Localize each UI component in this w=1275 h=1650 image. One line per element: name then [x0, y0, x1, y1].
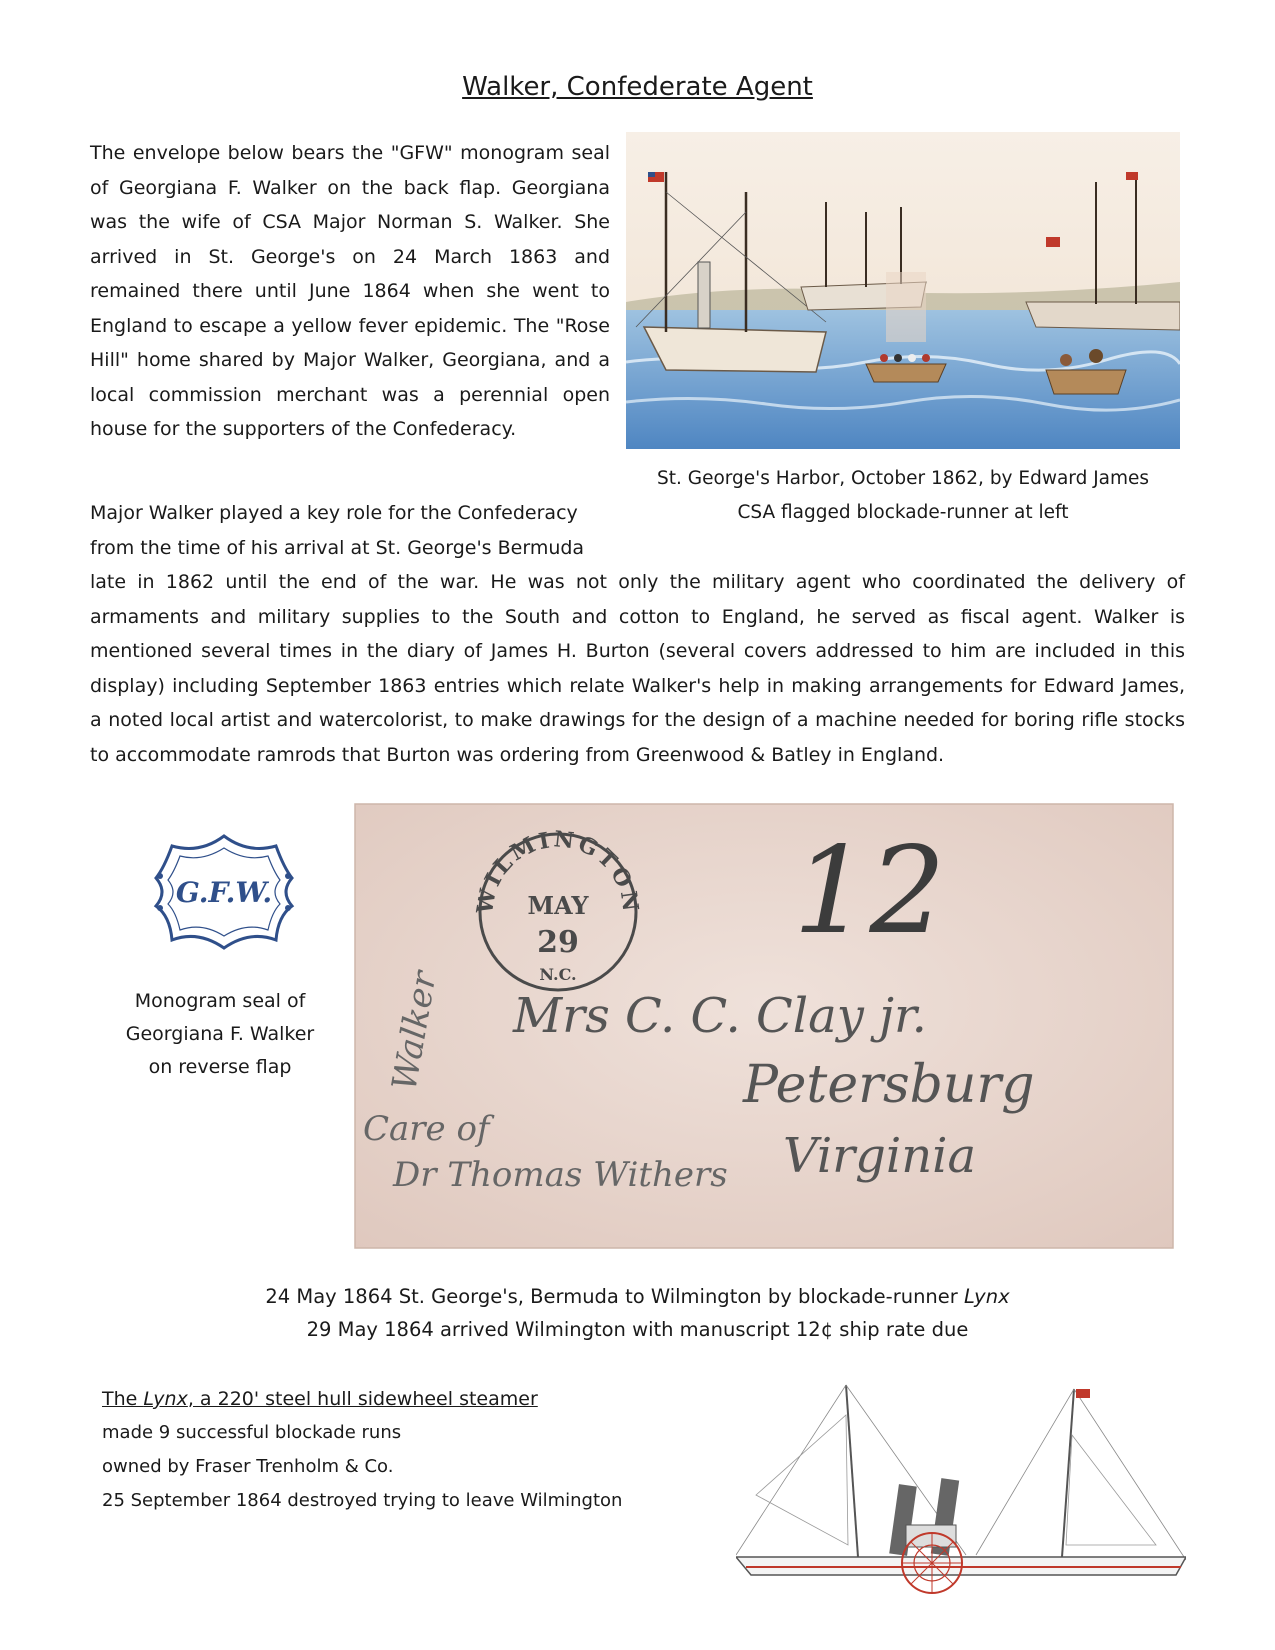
harbor-caption-line: CSA flagged blockade-runner at left [737, 502, 1069, 523]
care-of-name: Dr Thomas Withers [393, 1155, 728, 1195]
address-state: Virginia [783, 1128, 977, 1184]
lynx-heading-ship: Lynx [143, 1388, 188, 1410]
monogram-seal [150, 832, 298, 952]
seal-caption-line: Monogram seal of [134, 990, 306, 1012]
seal-caption-line: on reverse flap [148, 1056, 292, 1078]
harbor-caption-line: St. George's Harbor, October 1862, by Edward James [656, 468, 1150, 489]
walker-paragraph: late in 1862 until the end of the war. He was not only the military agent who coordinated the delivery of armaments and military supplies to the South and cotton to England, he served as fiscal agent. Walker is mentioned several times in the diary of James H. Burton (several covers addressed to him are included in this display) including September 1863 entries which relate Walker's help in making arrangements for Edward James, a noted local artist and watercolorist, to make drawings for the design of a machine needed for boring rifle stocks to accommodate ramrods that Burton was ordering from Greenwood & Batley in England. [90, 571, 1185, 766]
postmark-day: 29 [537, 925, 579, 960]
lynx-heading [102, 1382, 702, 1416]
lynx-heading-suffix: , a 220' steel hull sidewheel steamer [187, 1388, 538, 1410]
cover-caption-line-2: 29 May 1864 arrived Wilmington with manuscript 12¢ ship rate due [306, 1318, 969, 1341]
sender-name: Walker [384, 968, 445, 1094]
cover-caption [0, 1280, 1275, 1346]
lynx-heading-prefix: The [102, 1388, 144, 1410]
harbor-caption [626, 462, 1180, 530]
harbor-painting [626, 132, 1180, 449]
care-of-line: Care of [363, 1109, 490, 1149]
address-city: Petersburg [743, 1055, 1035, 1115]
lynx-fact: owned by Fraser Trenholm & Co. [102, 1456, 394, 1477]
lynx-fact: made 9 successful blockade runs [102, 1422, 402, 1443]
monogram-text: G.F.W. [175, 876, 273, 909]
manuscript-rate: 12 [793, 822, 946, 961]
address-name: Mrs C. C. Clay jr. [513, 988, 927, 1044]
walker-paragraph-start: Major Walker played a key role for the Confederacy from the time of his arrival at St. George's Bermuda [90, 502, 585, 559]
page-title: Walker, Confederate Agent [462, 72, 813, 102]
cover-caption-line-1 [0, 1280, 1275, 1313]
seal-caption [100, 985, 340, 1084]
postmark-state: N.C. [539, 965, 577, 984]
lynx-steamer-drawing [736, 1375, 1186, 1607]
intro-paragraph: The envelope below bears the "GFW" monogram seal of Georgiana F. Walker on the back flap. Georgiana was the wife of CSA Major Norman S. Walker. She arrived in St. George's on 24 March 1863 and remained there until June 1864 when she went to England to escape a yellow fever epidemic. The "Rose Hill" home shared by Major Walker, Georgiana, and a local commission merchant was a perennial open house for the supporters of the Confederacy. [90, 142, 610, 440]
postmark-town: WILMINGTON [471, 826, 644, 916]
envelope-cover [353, 802, 1175, 1250]
lynx-facts [102, 1382, 702, 1518]
lynx-fact: 25 September 1864 destroyed trying to leave Wilmington [102, 1490, 623, 1511]
ship-name: Lynx [964, 1285, 1010, 1308]
cover-caption-text: 24 May 1864 St. George's, Bermuda to Wilmington by blockade-runner [265, 1285, 965, 1308]
seal-caption-line: Georgiana F. Walker [125, 1023, 315, 1045]
postmark-month: MAY [527, 891, 589, 920]
